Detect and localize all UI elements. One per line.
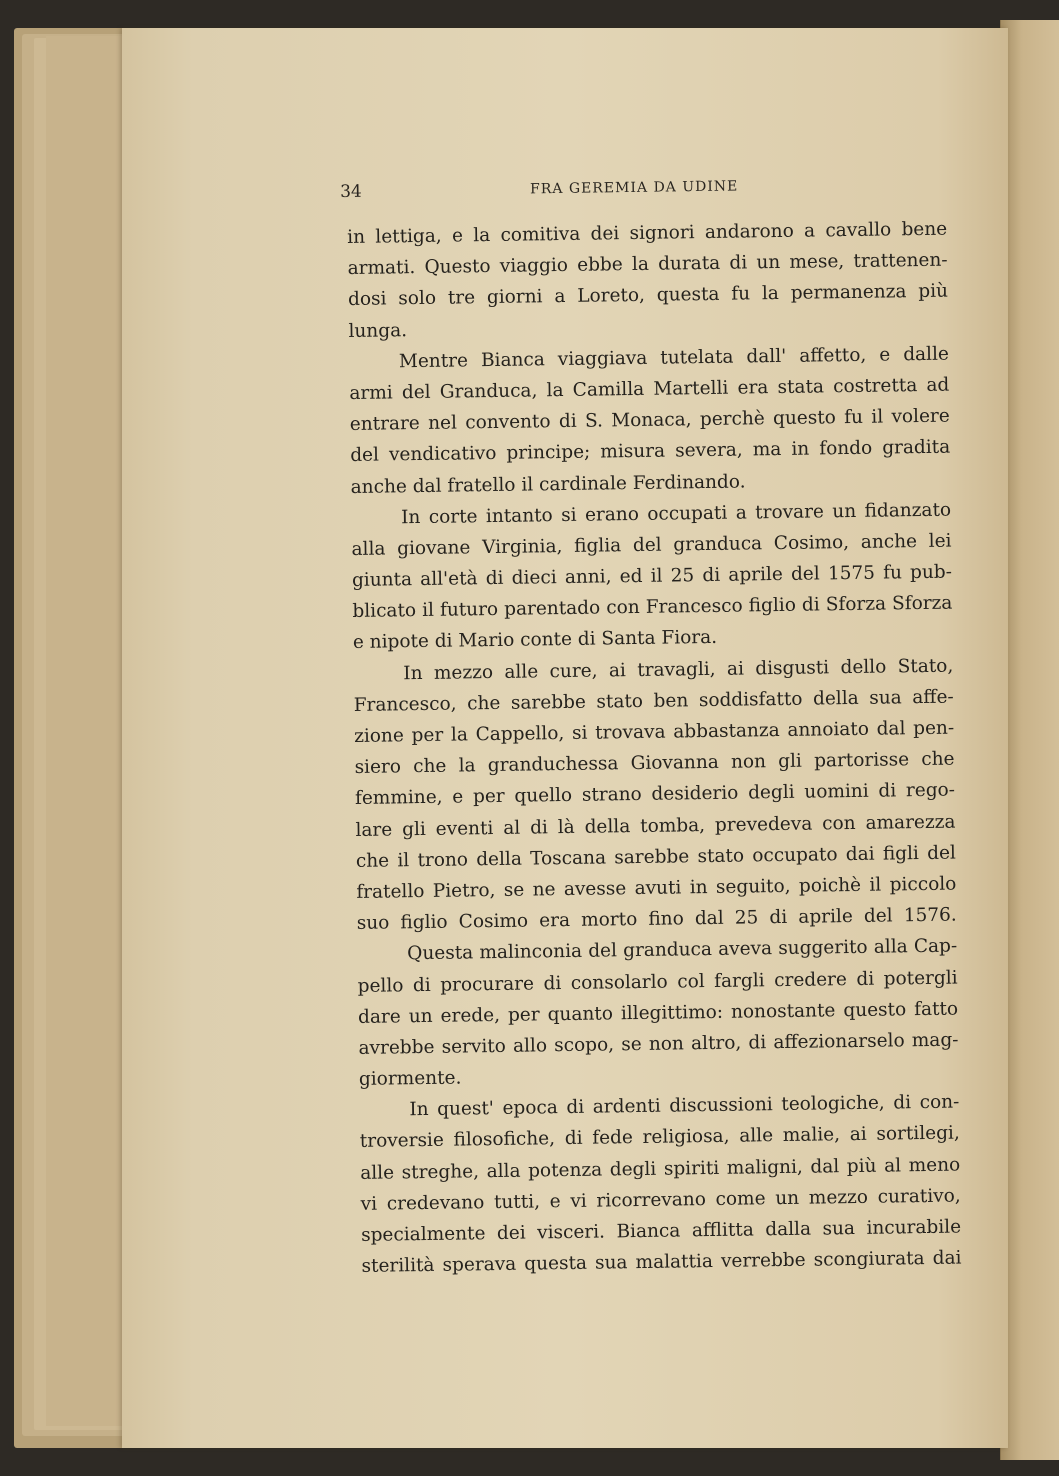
text-line: blicato il futuro parentado con Francesco figlio di Sforza Sforza	[352, 592, 953, 623]
text-line: suo figlio Cosimo era morto fino dal 25 di aprile del 1576.	[356, 904, 957, 935]
text-line: giunta all'età di dieci anni, ed il 25 di aprile del 1575 fu pub-	[351, 561, 953, 592]
text-line: in lettiga, e la comitiva dei signori andarono a cavallo bene	[347, 218, 948, 248]
text-line: sterilità sperava questa sua malattia verrebbe scongiurata dai	[361, 1247, 962, 1278]
facing-page-edge	[1000, 20, 1059, 1460]
text-line: avrebbe servito allo scopo, se non altro, di affezionarselo mag-	[358, 1029, 959, 1059]
text-line: fratello Pietro, se ne avesse avuti in seguito, poichè il piccolo	[356, 873, 957, 903]
running-head: FRA GEREMIA DA UDINE	[530, 178, 739, 198]
text-line: che il trono della Toscana sarebbe stato occupato dai figli del	[355, 842, 957, 872]
text-line: femmine, e per quello strano desiderio degli uomini di rego-	[354, 779, 956, 810]
text-line: lare gli eventi al di là della tomba, prevedeva con amarezza	[355, 811, 956, 841]
text-line: zione per la Cappello, si trovava abbastanza annoiato dal pen-	[354, 717, 955, 747]
text-line: e nipote di Mario conte di Santa Fiora.	[352, 627, 718, 654]
text-line: giormente.	[358, 1067, 462, 1090]
text-line: vi credevano tutti, e vi ricorrevano come un mezzo curativo,	[360, 1185, 961, 1215]
text-line: Francesco, che sarebbe stato ben soddisfatto della sua affe-	[353, 686, 954, 716]
text-line: anche dal fratello il cardinale Ferdinando.	[350, 470, 746, 498]
text-line: In corte intanto si erano occupati a trovare un fidanzato	[400, 499, 952, 528]
text-line: pello di procurare di consolarlo col fargli credere di potergli	[357, 967, 958, 997]
text-line: dare un erede, per quanto illegittimo: nonostante questo fatto	[357, 998, 959, 1028]
text-line: troversie filosofiche, di fede religiosa, alle malie, ai sortilegi,	[359, 1122, 960, 1153]
text-line: In quest' epoca di ardenti discussioni teologiche, di con-	[409, 1091, 960, 1121]
page-number: 34	[340, 181, 362, 202]
text-line: In mezzo alle cure, ai travagli, ai disgusti dello Stato,	[403, 655, 954, 684]
body-text	[347, 214, 962, 1283]
text-line: armati. Questo viaggio ebbe la durata di un mese, trattenen-	[347, 249, 948, 280]
text-line: Questa malinconia del granduca aveva suggerito alla Cap-	[407, 935, 958, 965]
text-line: alla giovane Virginia, figlia del granduca Cosimo, anche lei	[351, 530, 952, 560]
text-line: specialmente dei visceri. Bianca afflitta dalla sua incurabile	[361, 1216, 962, 1246]
text-line: alle streghe, alla potenza degli spiriti maligni, dal più al meno	[360, 1154, 961, 1184]
text-line: armi del Granduca, la Camilla Martelli era stata costretta ad	[349, 374, 950, 404]
text-line: entrare nel convento di S. Monaca, perchè questo fu il volere	[349, 405, 950, 436]
text-line: dosi solo tre giorni a Loreto, questa fu la permanenza più	[347, 280, 949, 311]
text-line: del vendicativo principe; misura severa, ma in fondo gradita	[350, 436, 951, 467]
text-line: siero che la granduchessa Giovanna non gli partorisse che	[354, 748, 955, 779]
text-line: Mentre Bianca viaggiava tutelata dall' affetto, e dalle	[398, 343, 950, 373]
text-line: lunga.	[348, 319, 408, 342]
